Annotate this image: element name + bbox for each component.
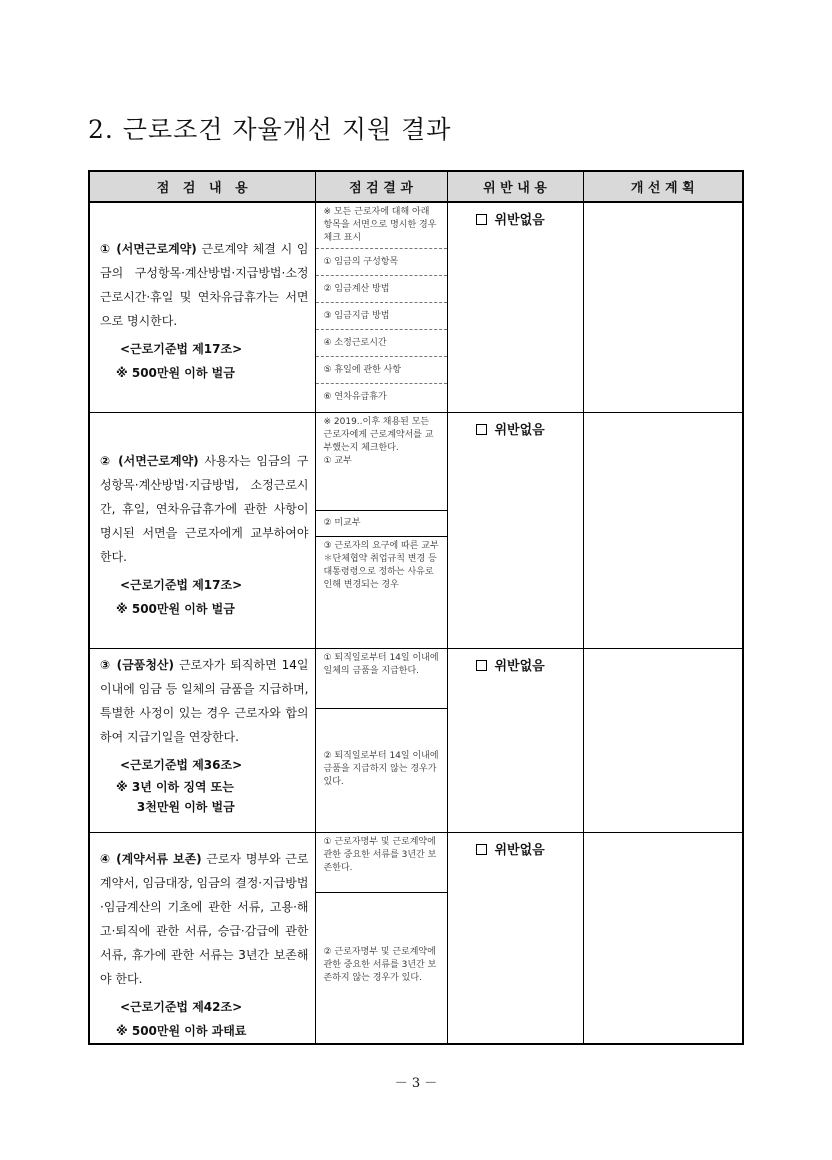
result-cell: [315, 202, 447, 412]
header-plan: 개 선 계 획: [583, 171, 743, 202]
result-option: ③ 임금지급 방법: [316, 303, 447, 330]
result-option: ① 퇴직일로부터 14일 이내에 일체의 금품을 지급한다.: [316, 649, 447, 709]
violation-cell: [447, 412, 583, 648]
item-heading: ④ (계약서류 보존): [100, 851, 202, 866]
plan-cell[interactable]: [583, 832, 743, 1044]
item-heading: ① (서면근로계약): [100, 242, 197, 256]
result-option: ① 임금의 구성항목: [316, 249, 447, 276]
result-option: ② 퇴직일로부터 14일 이내에 금품을 지급하지 않는 경우가 있다.: [323, 751, 439, 787]
penalty-note: ※ 500만원 이하 벌금: [116, 601, 235, 616]
result-option: ⑤ 휴일에 관한 사항: [316, 357, 447, 384]
violation-cell: [447, 832, 583, 1044]
result-option: ④ 소정근로시간: [316, 330, 447, 357]
result-option: ② 근로자명부 및 근로계약에 관한 중요한 서류를 3년간 보존하지 않는 경우가 있다.: [323, 947, 437, 983]
table-row: [89, 412, 743, 648]
item-body: 근로자 명부와 근로계약서, 임금대장, 임금의 결정·지급방법·임금계산의 기초에 관한 서류, 고용·해고·퇴직에 관한 서류, 승급·감급에 관한 서류, 휴가에 관한 서류는 3년간 보존해야 한다.: [100, 851, 309, 986]
law-reference: <근로기준법 제36조>: [120, 757, 243, 772]
violation-label: 위반없음: [494, 422, 545, 438]
result-cell: [315, 412, 447, 648]
violation-label: 위반없음: [494, 658, 545, 674]
penalty-note: ※ 3년 이하 징역 또는 3천만원 이하 벌금: [116, 779, 235, 814]
result-option: ② 임금계산 방법: [316, 276, 447, 303]
result-note: ※ 2019..이후 채용된 모든 근로자에게 근로계약서를 교부했는지 체크한다. ① 교부: [316, 413, 447, 511]
content-cell: [89, 202, 315, 412]
result-option: ② 미교부: [316, 511, 447, 537]
law-reference: <근로기준법 제42조>: [120, 999, 243, 1014]
item-body: 근로계약 체결 시 임금의 구성항목·계산방법·지급방법·소정근로시간·휴일 및 연차유급휴가는 서면으로 명시한다.: [100, 242, 309, 328]
result-option: ③ 근로자의 요구에 따른 교부 ＊단체협약 취업규칙 변경 등 대통령령으로 정하는 사유로 인해 변경되는 경우: [323, 540, 439, 590]
plan-cell[interactable]: [583, 202, 743, 412]
penalty-note: ※ 500만원 이하 과태료: [116, 1023, 247, 1038]
header-violation: 위 반 내 용: [447, 171, 583, 202]
content-cell: [89, 412, 315, 648]
header-content: 점 검 내 용: [89, 171, 315, 202]
violation-checkbox[interactable]: [476, 844, 487, 855]
result-note: ※ 모든 근로자에 대해 아래 항목을 서면으로 명시한 경우 체크 표시: [316, 203, 447, 249]
result-cell: [315, 648, 447, 832]
table-row: [89, 648, 743, 832]
violation-label: 위반없음: [494, 842, 545, 858]
page-title: 2. 근로조건 자율개선 지원 결과: [88, 115, 452, 144]
law-reference: <근로기준법 제17조>: [120, 342, 243, 356]
penalty-note: ※ 500만원 이하 벌금: [116, 366, 235, 380]
table-header-row: [89, 171, 743, 202]
plan-cell[interactable]: [583, 412, 743, 648]
result-option: ⑥ 연차유급휴가: [323, 392, 387, 402]
table-row: [89, 202, 743, 412]
table-row: [89, 832, 743, 1044]
header-result: 점 검 결 과: [315, 171, 447, 202]
plan-cell[interactable]: [583, 648, 743, 832]
violation-checkbox[interactable]: [476, 214, 487, 225]
content-cell: [89, 832, 315, 1044]
violation-checkbox[interactable]: [476, 424, 487, 435]
result-option: ① 근로자명부 및 근로계약에 관한 중요한 서류를 3년간 보존한다.: [316, 833, 447, 893]
result-cell: [315, 832, 447, 1044]
page-number: － 3 －: [394, 1076, 438, 1091]
item-heading: ② (서면근로계약): [100, 453, 199, 468]
violation-cell: [447, 202, 583, 412]
violation-checkbox[interactable]: [476, 660, 487, 671]
item-body: 사용자는 임금의 구성항목·계산방법·지급방법, 소정근로시간, 휴일, 연차유급휴가에 관한 사항이 명시된 서면을 근로자에게 교부하여야 한다.: [100, 453, 309, 564]
item-heading: ③ (금품청산): [100, 657, 174, 672]
law-reference: <근로기준법 제17조>: [120, 577, 243, 592]
violation-cell: [447, 648, 583, 832]
violation-label: 위반없음: [494, 213, 545, 228]
content-cell: [89, 648, 315, 832]
inspection-table: [88, 170, 744, 1045]
item-body: 근로자가 퇴직하면 14일 이내에 임금 등 일체의 금품을 지급하며, 특별한 사정이 있는 경우 근로자와 합의하여 지급기일을 연장한다.: [100, 657, 309, 744]
